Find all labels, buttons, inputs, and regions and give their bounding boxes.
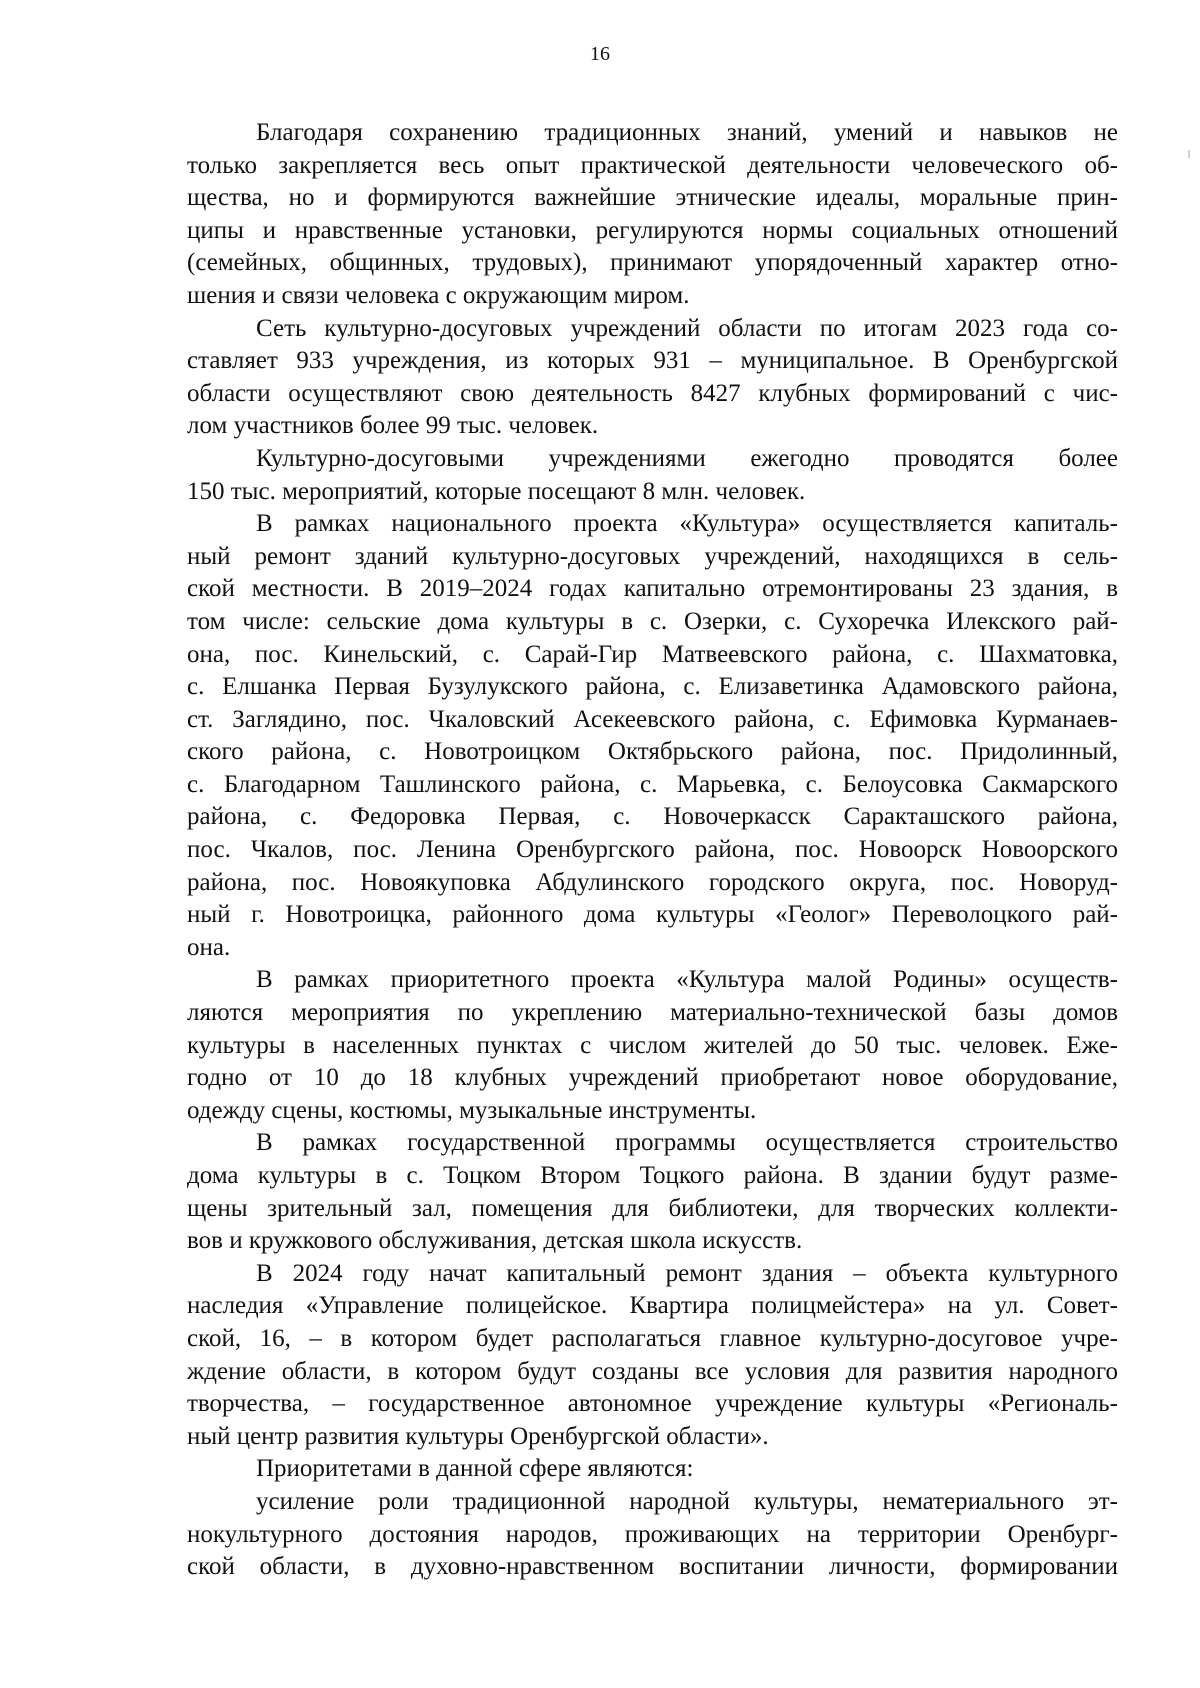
text-line: дома культуры в с. Тоцком Втором Тоцкого района. В здании будут разме-	[187, 1162, 1118, 1189]
text-line: она, пос. Кинельский, с. Сарай-Гир Матвеевского района, с. Шахматовка,	[187, 640, 1118, 668]
paragraph-first-line: усиление роли традиционной народной культуры, нематериального эт-	[256, 1487, 1118, 1515]
text-line: ный ремонт зданий культурно-досуговых учреждений, находящихся в сель-	[187, 542, 1118, 570]
scan-margin-mark	[1188, 150, 1190, 158]
body-text	[187, 117, 1118, 1584]
text-line: нокультурного достояния народов, проживающих на территории Оренбург-	[187, 1520, 1118, 1548]
page-number: 16	[590, 43, 610, 65]
paragraph-first-line: Благодаря сохранению традиционных знаний, умений и навыков не	[256, 119, 1118, 146]
text-line: ляются мероприятия по укреплению материально-технической базы домов	[187, 999, 1118, 1027]
paragraph-first-line: Приоритетами в данной сфере являются:	[256, 1455, 694, 1483]
text-line: годно от 10 до 18 клубных учреждений приобретают новое оборудование,	[187, 1064, 1118, 1092]
text-line: пос. Чкалов, пос. Ленина Оренбургского района, пос. Новоорск Новоорского	[187, 836, 1118, 864]
text-line: ского района, с. Новотроицком Октябрьского района, пос. Придолинный,	[187, 738, 1118, 766]
text-line: она.	[187, 933, 231, 961]
paragraph-first-line: В рамках приоритетного проекта «Культура малой Родины» осуществ-	[256, 966, 1118, 994]
text-line: вов и кружкового обслуживания, детская школа искусств.	[187, 1227, 803, 1255]
text-line: (семейных, общинных, трудовых), принимают упорядоченный характер отно-	[187, 249, 1118, 277]
paragraph-first-line: Культурно-досуговыми учреждениями ежегодно проводятся более	[256, 444, 1118, 472]
text-line: ст. Заглядино, пос. Чкаловский Асекеевского района, с. Ефимовка Курманаев-	[187, 705, 1118, 733]
text-line: творчества, – государственное автономное учреждение культуры «Региональ-	[187, 1390, 1118, 1418]
text-line: с. Елшанка Первая Бузулукского района, с. Елизаветинка Адамовского района,	[187, 673, 1118, 701]
paragraph-first-line: В рамках национального проекта «Культура» осуществляется капиталь-	[256, 510, 1118, 538]
text-line: том числе: сельские дома культуры в с. Озерки, с. Сухоречка Илекского рай-	[187, 607, 1118, 635]
text-line: района, пос. Новоякуповка Абдулинского городского округа, пос. Новоруд-	[187, 868, 1118, 896]
text-line: с. Благодарном Ташлинского района, с. Марьевка, с. Белоусовка Сакмарского	[187, 770, 1118, 798]
text-line: только закрепляется весь опыт практической деятельности человеческого об-	[187, 151, 1118, 179]
paragraph-first-line: В рамках государственной программы осуществляется строительство	[256, 1129, 1118, 1157]
text-line: 150 тыс. мероприятий, которые посещают 8 млн. человек.	[187, 477, 806, 505]
text-line: лом участников более 99 тыс. человек.	[187, 412, 599, 440]
text-line: ный центр развития культуры Оренбургской области».	[187, 1422, 769, 1450]
text-line: ный г. Новотроицка, районного дома культуры «Геолог» Переволоцкого рай-	[187, 901, 1118, 929]
text-line: района, с. Федоровка Первая, с. Новочеркасск Саракташского района,	[187, 803, 1118, 831]
text-line: культуры в населенных пунктах с числом жителей до 50 тыс. человек. Еже-	[187, 1031, 1118, 1059]
text-line: щества, но и формируются важнейшие этнические идеалы, моральные прин-	[187, 184, 1118, 212]
text-line: щены зрительный зал, помещения для библиотеки, для творческих коллекти-	[187, 1194, 1118, 1222]
text-line: ципы и нравственные установки, регулируются нормы социальных отношений	[187, 216, 1118, 244]
paragraph-first-line: Сеть культурно-досуговых учреждений области по итогам 2023 года со-	[256, 314, 1118, 342]
text-line: шения и связи человека с окружающим миром.	[187, 281, 690, 309]
text-line: ской местности. В 2019–2024 годах капитально отремонтированы 23 здания, в	[187, 575, 1118, 603]
text-line: ставляет 933 учреждения, из которых 931 – муниципальное. В Оренбургской	[187, 347, 1118, 375]
paragraph-first-line: В 2024 году начат капитальный ремонт здания – объекта культурного	[256, 1259, 1118, 1287]
text-line: области осуществляют свою деятельность 8427 клубных формирований с чис-	[187, 379, 1118, 407]
text-line: ской, 16, – в котором будет располагаться главное культурно-досуговое учре-	[187, 1324, 1118, 1352]
text-line: ской области, в духовно-нравственном воспитании личности, формировании	[187, 1553, 1118, 1581]
text-line: ждение области, в котором будут созданы все условия для развития народного	[187, 1357, 1118, 1385]
text-line: одежду сцены, костюмы, музыкальные инструменты.	[187, 1096, 757, 1124]
text-line: наследия «Управление полицейское. Квартира полицмейстера» на ул. Совет-	[187, 1292, 1118, 1320]
